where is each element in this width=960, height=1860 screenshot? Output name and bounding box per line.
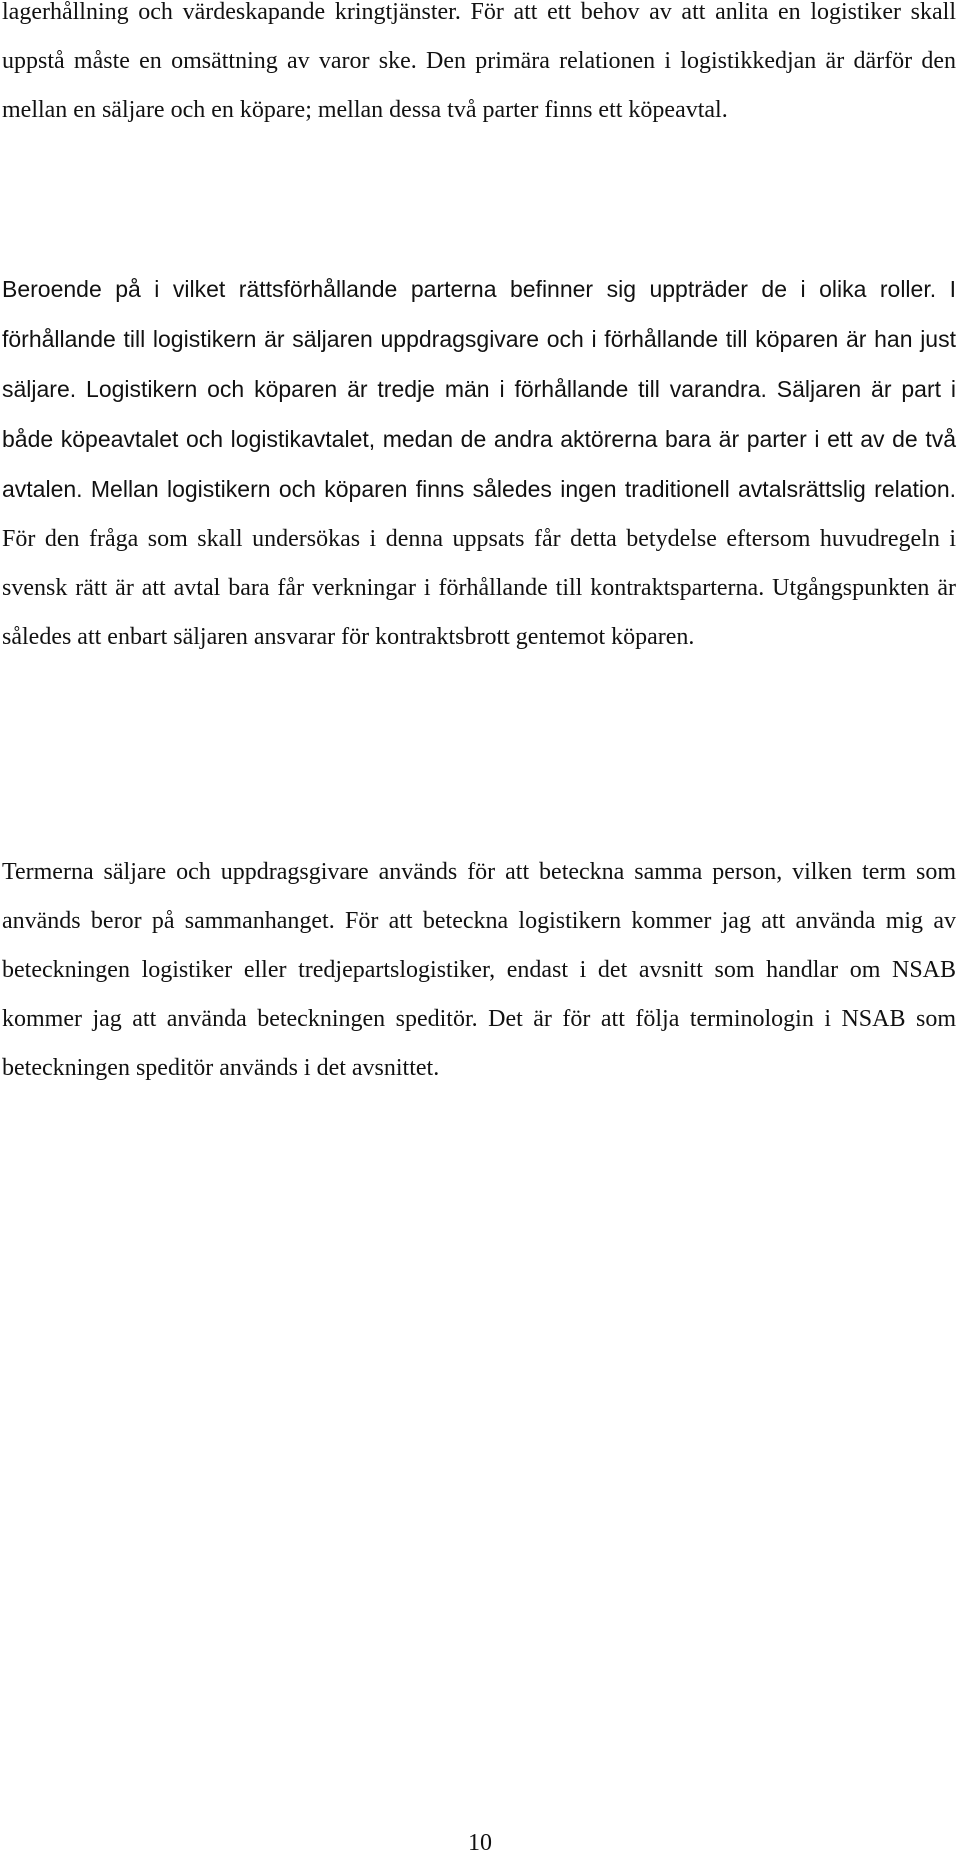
paragraph-roles-serif-part: För den fråga som skall undersökas i denna uppsats får detta betydelse eftersom huvudregeln i svensk rätt är att avtal bara får verkningar i förhållande till kontraktsparterna. Utgångspunkten är således att enbart säljaren ansvarar för kontraktsbrott gentemot köparen.	[2, 526, 956, 650]
paragraph-terminology: Termerna säljare och uppdragsgivare används för att beteckna samma person, vilken term som används beror på sammanhanget. För att beteckna logistikern kommer jag att använda mig av beteckningen logistiker eller tredjepartslogistiker, endast i det avsnitt som handlar om NSAB kommer jag att använda beteckningen speditör. Det är för att följa terminologin i NSAB som beteckningen speditör används i det avsnittet.	[2, 859, 956, 1081]
paragraph-roles-sans-part: Beroende på i vilket rättsförhållande parterna befinner sig uppträder de i olika roller. I förhållande till logistikern är säljaren uppdragsgivare och i förhållande till köparen är han just säljare. Logistikern och köparen är tredje män i förhållande till varandra. Säljaren är part i både köpeavtalet och logistikavtalet, medan de andra aktörerna bara är parter i ett av de två avtalen. Mellan logistikern och köparen finns således ingen traditionell avtalsrättslig relation.	[2, 276, 956, 502]
page-number: 10	[468, 1830, 492, 1856]
paragraph-intro: lagerhållning och värdeskapande kringtjänster. För att ett behov av att anlita en logistiker skall uppstå måste en omsättning av varor ske. Den primära relationen i logistikkedjan är därför den mellan en säljare och en köpare; mellan dessa två parter finns ett köpeavtal.	[2, 0, 956, 123]
paragraph-roles	[2, 265, 956, 662]
